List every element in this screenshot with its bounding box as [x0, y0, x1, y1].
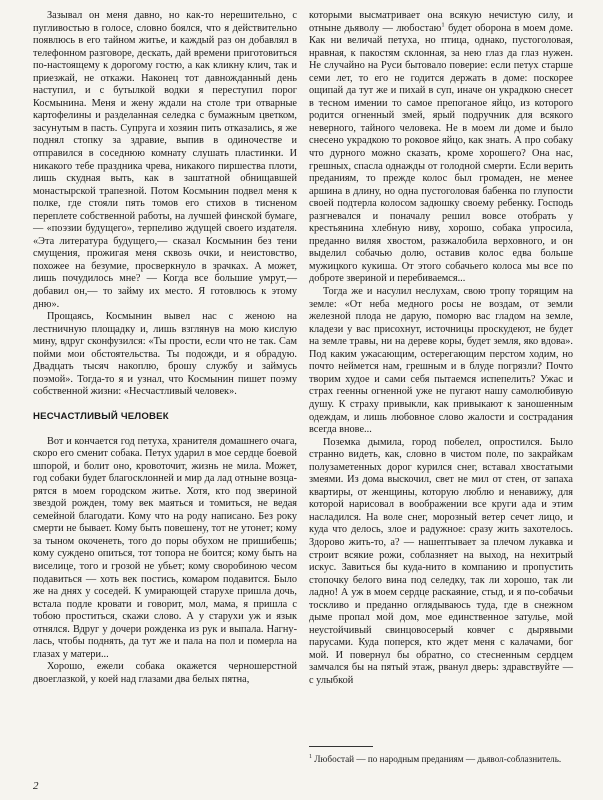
paragraph-continued [309, 10, 573, 286]
paragraph: Хорошо, ежели собака окажется черношерстной двоеглазкой, у коей над глазами два белых пятна, [33, 661, 297, 685]
footnote-reference: 1 [441, 21, 445, 29]
footnote-number: 1 [309, 753, 312, 760]
page-number: 2 [33, 780, 39, 792]
paragraph: Зазывал он меня давно, но как-то нерешительно, с пугливостью в голосе, словно боялся, что я действительно появлюсь в его тайном житье, и каждый раз он добавлял в телефонном разговоре, дескать, дай времени приготовиться по-настоящему к дорогому гостю, а как кликну клич, так и приезжай, не откажи. Наконец тот давножданный день наступил, и с бутылкой водки я переступил порог Космынина. Меня и жену ждали на столе три отварные картофелины и разделанная селедка с бумажным цветком, засунутым в пасть. Супруга и хозяин пить отказались, я же поднял стопку за здравие, выпив в одиночестве и отправился в соседнюю комнату слушать пластинки. И никакого тебе праздника чрева, никакого пиршества плоти, лишь скудная выть, как в заштатной обнищавшей монастырской трапезной. Потом Космынин подвел меня к полке, где стояли пять томов его стихов в тисненом переплете собственной работы, на лучшей финской бумаге,— «поэзии будущего», терпеливо ждущей своего издателя. «Эта литература будущего,— сказал Космынин без тени смущения, прожигая меня сквозь очки, и неистовство, похожее на безумие, просверкнуло в зрачках. А может, лишь почудилось мне? — Когда все большие умрут,— добавил он,— то займу их место. Я готовлюсь к этому дню». [33, 10, 297, 310]
footnote-text: Любостай — по народным преданиям — дьявол-соблазнитель. [314, 754, 562, 764]
paragraph: Поземка дымила, город побелел, опростился. Было странно видеть, как, словно в чистом поле, по закрайкам полузаметенных дорог курился снег, вставал хвостатыми змеями. Из дома выскочил, свет не мил от стен, от запаха квартиры, от женщины, которую люблю и ненавижу, для которой нарисовал в воображении все круги ада и этим насладился. На воле снег, морозный ветер сечет лицо, и куда что делось, злое и радужное: сразу жить захотелось. Здорово жить-то, а? — нашептывает за плечом лукавка и строит всякие рожи, соблазняет на выход, на нехитрый искус. Завиться бы куда-нито в компанию и пропустить стопочку белого вина под селедку, так ли хорошо, так ли ладно! А уж в моем сердце раскаяние, стыд, и я по-собачьи тоскливо и преданно оглядываюсь туда, где в снежном дыме пропал мой дом, мое единственное затулье, мой неустойчивый свинцовосерый ковчег с дырявыми парусами. Куда поперся, кто ждет меня с калачами, бог мой. И повернул бы обратно, со стесненным сердцем замчался бы на пятый этаж, рванул дверь: здравствуйте — с улыбкой [309, 436, 573, 686]
paragraph: Тогда же и насулил неслухам, свою тропу торящим на земле: «От неба медного росы не воздам, от земли железной плода не дарую, поморю вас гладом на земле, кладези у вас присохнут, источницы проскудеют, не будет на земле травы, ни на дереве коры, будет земля, яко вдова». Под каким ужасающим, остерегающим перстом ходим, но почто неймется нам, грешным и в блуде погрязли? Почто творим худое и сами себя пытаемся испепелить? Ужас и страх геенны огненной уже не пугают нашу самолюбивую душу. К страху привыкли, как привыкают к заношенным одеждам, и лишь любовное слово жалости и сострадания всегда внове... [309, 286, 573, 436]
footnote [309, 754, 573, 765]
left-column [33, 10, 297, 686]
paragraph-text: которыми высматривает она всякую нечистую силу, и отныне дьяволу — любостаю [309, 10, 573, 34]
right-column [309, 10, 573, 688]
paragraph-text: будет оборона в моем доме. Как ни величай петуха, но птица, однако, пустоголовая, нравная, к пакостям склонная, за нею глаз да глаз нужен. Не случайно на Руси бытовало поверие: если петух старше семи лет, то его не годится держать в доме: поскорее ощипай да тут же и пихай в суп, иначе он украдкою снесет в тесном имении то самое препоганое яйцо, из которого родится огненный змей, ярый подручник для всякого неверного, тайного человека. Не в моем ли доме и было снесено украдкою то роковое яйцо, как знать. А про собаку что дурного можно сказать, кроме хорошего? Она нас, грешных, спасла однажды от голодной смерти. Если верить преданиям, то прежде колос был громаден, не менее аршина в длину, но одна пустоголовая бабенка по глупости своей подтерла колосом задюшку своему ребенку. Господь разгневался и поначалу решил вовсе отобрать у крестьянина хлебную ниву, хорошо, собака упросила, преданно виляя хвостом, разжалобила верховного, и он выделил собачью долю, оставив колос едва больше мужицкого кукиша. От этого собачьего колоса мы все по доброте звериной и перебиваемся... [309, 22, 573, 285]
section-heading: НЕСЧАСТЛИВЫЙ ЧЕЛОВЕК [33, 410, 169, 422]
paragraph: Вот и кончается год петуха, хранителя домашнего очага, скоро его сменит собака. Петух ударил в мое сердце боевой шпорой, и болит оно, кровоточит, жизнь не мила. Может, год собаки будет благосклонней и мир да лад отныне возцарятся в моем городском житье. Хотя, кто под звериной звездой рожден, тому век маяться и томиться, не ведая семейной благодати. Кому что на роду написано. Без року смерти не бывает. Кому быть повешену, тот не утонет; кому за тыном окоченеть, того до поры обухом не пришибешь; кому суждено опиться, тот топора не боится; кому быть на виселице, того и грозой не убьет; кому своробиною чесом подавиться — хоть век постись, комаром подавится. Было же на днях у соседей. К умирающей старухе пришла дочь, встала подле кровати и говорит, мол, мама, я пришла с тобою проститься, скажи слово. А у старухи уж и язык отнялся. Вдруг у дочери рожденка из рук и выпала. Нагнулась, чтобы поднять, да тут же и пала на пол и померла на глазах у матери... [33, 435, 297, 660]
footnote-divider [309, 746, 373, 747]
paragraph: Прощаясь, Космынин вывел нас с женою на лестничную площадку и, лишь взглянув на мою кислую мину, вдруг сконфузился: «Ты прости, если что не так. Сам пойми мои обстоятельства. Ты подожди, и я обрадую. Двадцать тысяч накоплю, брошу службу и займусь поэмой». Тогда-то я и узнал, что Космынин пишет поэму собственной жизни: «Несчастливый человек». [33, 311, 297, 398]
